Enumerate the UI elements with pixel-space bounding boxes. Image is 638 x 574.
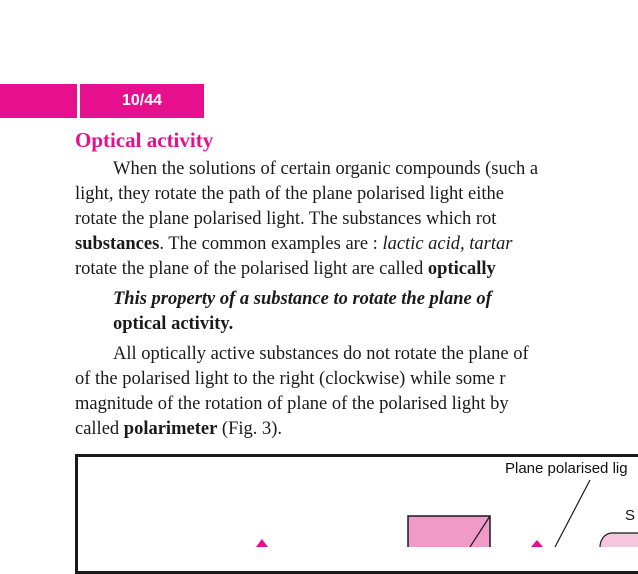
para2-line4-prefix: called bbox=[75, 419, 124, 439]
definition-line1: This property of a substance to rotate the plane of bbox=[113, 289, 492, 309]
para1-line5-text: rotate the plane of the polarised light are called bbox=[75, 259, 428, 279]
term-polarimeter: polarimeter bbox=[123, 419, 218, 439]
polariser-prism bbox=[408, 516, 490, 547]
para2-line1: All optically active substances do not rotate the plane of bbox=[113, 344, 529, 364]
para2-line3: magnitude of the rotation of plane of the polarised light by bbox=[75, 394, 509, 414]
term-optically: optically bbox=[427, 259, 496, 279]
plane-light-marker-icon bbox=[531, 540, 543, 547]
section-heading: Optical activity bbox=[75, 128, 214, 152]
label-plane-polarised-light: Plane polarised lig bbox=[505, 460, 628, 477]
label-sample: S bbox=[625, 507, 636, 524]
para1-line4-text: . The common examples are : bbox=[159, 234, 383, 254]
para2-line4-suffix: (Fig. 3). bbox=[217, 419, 283, 439]
page-number: 10/44 bbox=[121, 92, 163, 109]
para2-line2: of the polarised light to the right (clockwise) while some r bbox=[75, 369, 506, 389]
definition-line2: optical activity. bbox=[113, 314, 234, 334]
sample-tube-body bbox=[612, 533, 638, 547]
light-marker-icon bbox=[256, 539, 268, 547]
examples-italic: lactic acid, tartar bbox=[382, 234, 513, 254]
para1-line2: light, they rotate the path of the plane polarised light eithe bbox=[75, 184, 504, 204]
para1-line3: rotate the plane polarised light. The substances which rot bbox=[75, 209, 497, 229]
para1-line1: When the solutions of certain organic compounds (such a bbox=[113, 159, 539, 179]
term-substances: substances bbox=[75, 234, 160, 254]
label-leader-line bbox=[555, 480, 590, 547]
